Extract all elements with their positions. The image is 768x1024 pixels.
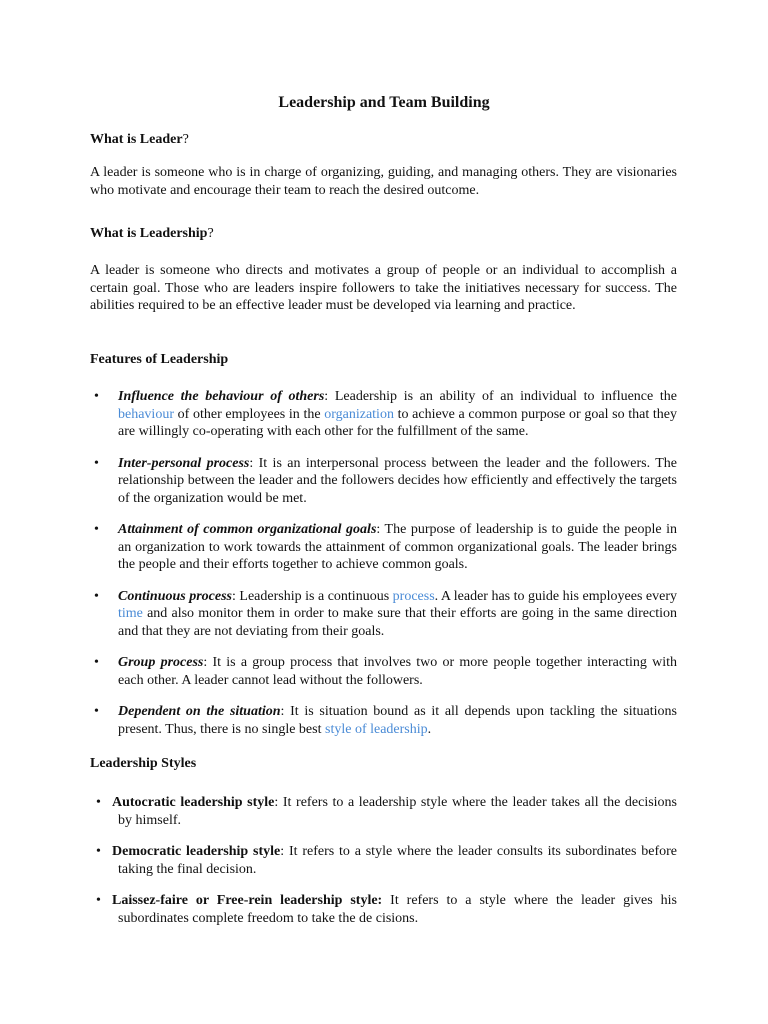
feature-text: : It is an interpersonal process between the leader and the followers. The relationship between the leader and the followers decides how efficiently and effectively the targets of the organization would be met. (118, 455, 677, 506)
style-term: Democratic leadership style (112, 844, 281, 859)
feature-text: of other employees in the (173, 406, 325, 422)
question-bold: What is Leadership (90, 226, 208, 241)
bullet-icon: • (94, 655, 99, 670)
list-item (90, 455, 677, 508)
bullet-icon: • (94, 455, 99, 471)
list-item (90, 588, 677, 641)
bullet-icon: • (94, 522, 99, 537)
bullet-icon: • (96, 844, 101, 859)
feature-term: Inter-personal process (118, 455, 250, 471)
styles-list (90, 794, 677, 927)
style-term: Autocratic leadership style (112, 795, 275, 810)
bullet-icon: • (96, 893, 101, 908)
question-bold: What is Leader (90, 132, 183, 147)
style-text: : It refers to a leadership style where the leader takes all the decisions by himself. (118, 795, 677, 828)
style-term: Laissez-faire or Free-rein leadership style: (112, 893, 383, 908)
bullet-icon: • (94, 704, 99, 719)
list-item (90, 843, 677, 878)
link-style-of-leadership[interactable]: style of leadership (325, 721, 428, 737)
question-mark: ? (182, 132, 189, 147)
feature-term: Dependent on the situation (118, 704, 281, 719)
feature-term: Attainment of common organizational goals (118, 522, 377, 537)
feature-text: : Leadership is a continuous (232, 588, 393, 604)
bullet-icon: • (94, 389, 99, 404)
question-what-is-leadership (90, 225, 677, 243)
list-item (90, 521, 677, 574)
link-process[interactable]: process (392, 588, 435, 604)
feature-text: and also monitor them in order to make sure that their efforts are going in the same direction and that they are not deviating from their goals. (118, 606, 677, 639)
paragraph-leadership-definition: A leader is someone who directs and motivates a group of people or an individual to accomplish a certain goal. Those who are leaders inspire followers to take the initiatives necessary for success. The abilities required to be an effective leader must be developed via learning and practice. (90, 263, 677, 313)
features-heading: Features of Leadership (90, 352, 229, 367)
list-item (90, 388, 677, 441)
style-text: : It refers to a style where the leader consults its subordinates before taking the final decision. (118, 844, 677, 877)
question-what-is-leader (90, 131, 677, 149)
feature-term: Continuous process (118, 588, 232, 604)
list-item (90, 654, 677, 689)
feature-text: : Leadership is an ability of an individual to influence the (324, 389, 677, 404)
question-mark: ? (207, 226, 214, 241)
bullet-icon: • (94, 588, 99, 604)
link-organization[interactable]: organization (324, 406, 394, 422)
list-item (90, 703, 677, 738)
feature-term: Group process (118, 655, 204, 670)
feature-text: : The purpose of leadership is to guide the people in an organization to work towards the attainment of common organizational goals. The leader brings the people and their efforts together to achieve common goals. (118, 522, 678, 572)
link-time[interactable]: time (118, 606, 143, 621)
bullet-icon: • (96, 795, 101, 810)
feature-text: : It is a group process that involves two or more people together interacting with each other. A leader cannot lead without the followers. (118, 655, 677, 688)
list-item (90, 892, 677, 927)
document-title (0, 94, 768, 112)
list-item (90, 794, 677, 829)
features-list (90, 388, 677, 738)
feature-term: Influence the behaviour of others (118, 389, 325, 404)
feature-text: . A leader has to guide his employees every (434, 588, 677, 604)
feature-text: : It is situation bound as it all depends upon tackling the situations present. Thus, there is no single best (118, 704, 678, 737)
document-title-text: Leadership and Team Building (278, 94, 490, 111)
feature-text: to achieve a common purpose or goal so that they are willingly co-operating with each other for the fulfillment of the same. (118, 406, 677, 439)
styles-heading: Leadership Styles (90, 756, 197, 771)
link-behaviour[interactable]: behaviour (118, 406, 174, 422)
feature-text: . (427, 721, 432, 737)
style-text: It refers to a style where the leader gives his subordinates complete freedom to take the de cisions. (118, 893, 677, 926)
paragraph-leader-definition: A leader is someone who is in charge of organizing, guiding, and managing others. They are visionaries who motivate and encourage their team to reach the desired outcome. (90, 165, 677, 198)
